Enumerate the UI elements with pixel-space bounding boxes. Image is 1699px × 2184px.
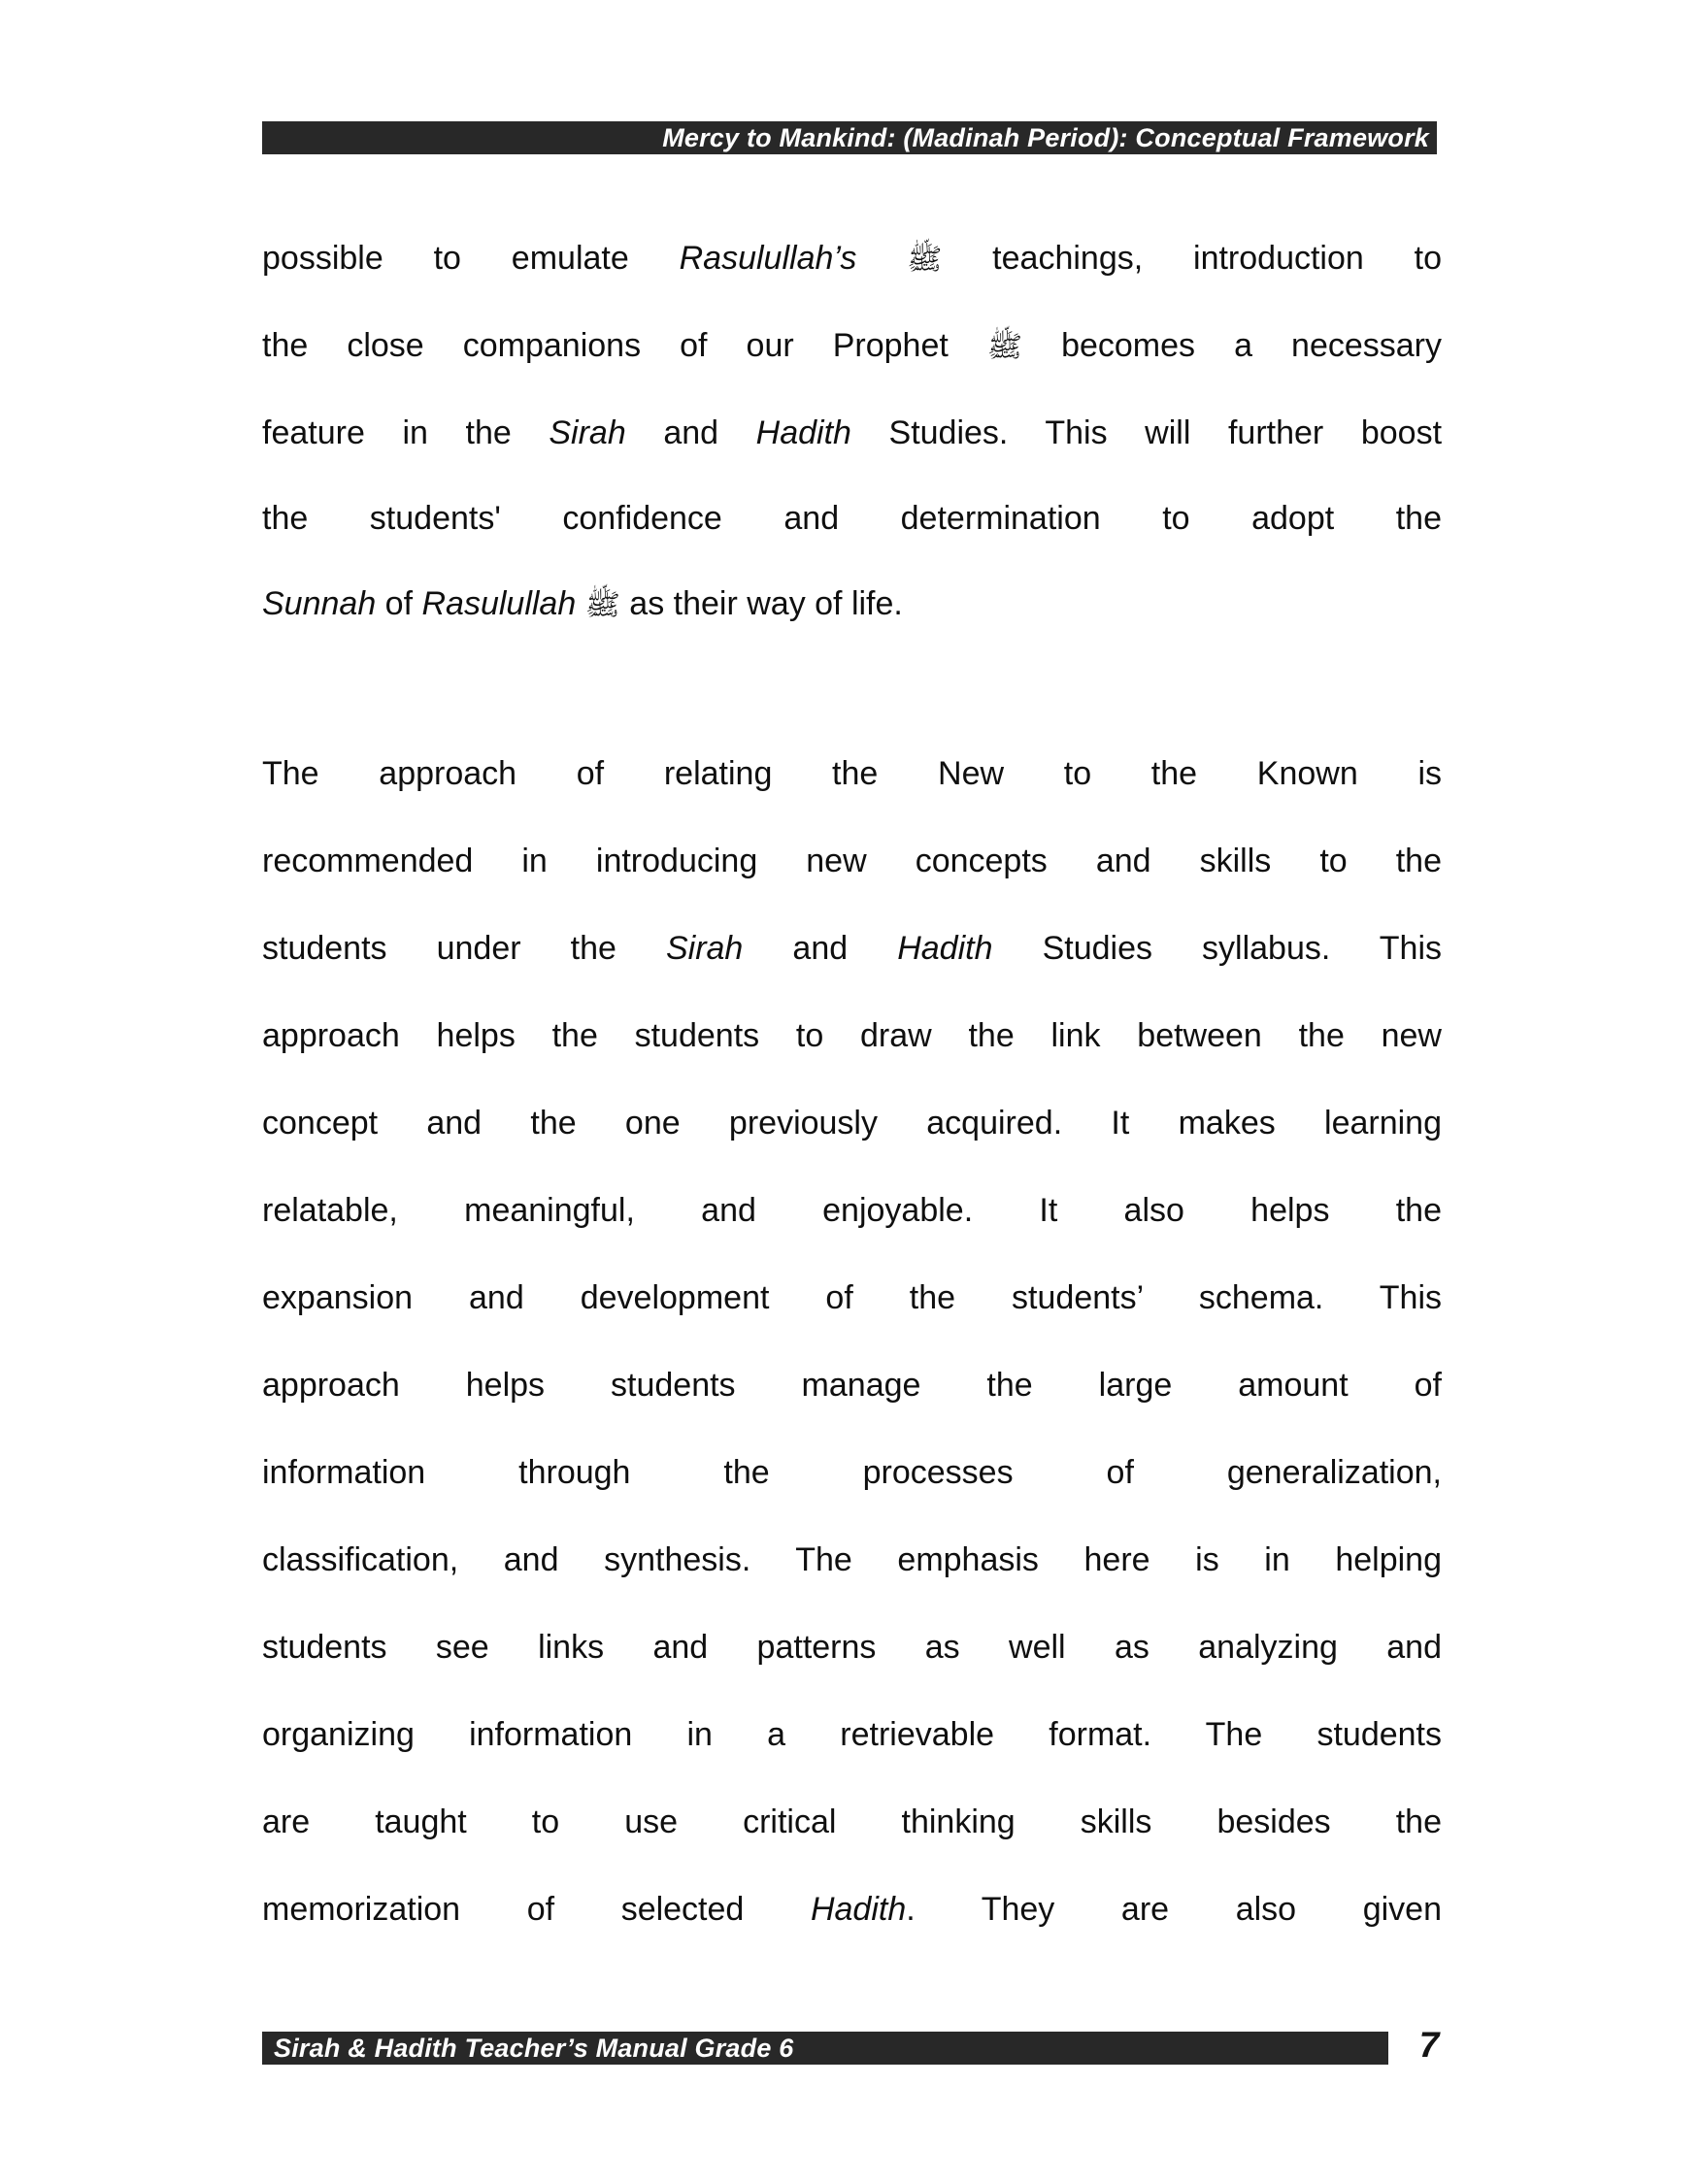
header-title: Mercy to Mankind: (Madinah Period): Conceptual Framework xyxy=(662,122,1429,152)
text-segment: are taught to use critical thinking skills besides the xyxy=(262,1803,1442,1840)
italic-term: Hadith xyxy=(810,1891,907,1928)
text-segment: recommended in introducing new concepts and skills to the xyxy=(262,843,1442,879)
text-line xyxy=(262,215,1442,303)
text-line xyxy=(262,1691,1442,1778)
text-line xyxy=(262,730,1442,817)
text-line xyxy=(262,1167,1442,1254)
pbuh-symbol-icon: ﷺ xyxy=(907,243,943,277)
text-segment: The approach of relating the New to the Known is xyxy=(262,755,1442,792)
text-line xyxy=(262,1516,1442,1604)
text-segment: feature in the xyxy=(262,414,550,451)
text-segment xyxy=(576,585,584,622)
text-line xyxy=(262,303,1442,390)
footer-bar xyxy=(262,2032,1388,2065)
italic-term: Sirah xyxy=(549,414,626,451)
page-number: 7 xyxy=(1418,2025,1440,2065)
text-segment: the students' confidence and determination to adopt the xyxy=(262,500,1442,537)
text-segment: concept and the one previously acquired. It makes learning xyxy=(262,1105,1442,1142)
text-segment: memorization of selected xyxy=(262,1891,811,1928)
text-segment: students see links and patterns as well as analyzing and xyxy=(262,1629,1442,1666)
text-line xyxy=(262,1341,1442,1429)
text-segment: teachings, introduction to xyxy=(942,240,1443,277)
text-line xyxy=(262,1254,1442,1341)
text-line xyxy=(262,476,1442,561)
text-segment: Studies. This will further boost xyxy=(850,414,1443,451)
text-segment: possible to emulate xyxy=(262,240,680,277)
text-segment: expansion and development of the students’ schema. This xyxy=(262,1279,1442,1316)
text-segment: the close companions of our Prophet xyxy=(262,327,987,364)
text-segment: as their way of life. xyxy=(619,585,903,622)
body-paragraph-1 xyxy=(262,215,1442,648)
text-line xyxy=(262,817,1442,905)
footer-title: Sirah & Hadith Teacher’s Manual Grade 6 xyxy=(274,2033,794,2063)
text-segment: Studies syllabus. This xyxy=(992,930,1443,967)
text-segment: students under the xyxy=(262,930,666,967)
italic-term: Sunnah xyxy=(262,585,377,622)
text-segment: becomes a necessary xyxy=(1022,327,1442,364)
text-line xyxy=(262,1866,1442,1953)
text-line xyxy=(262,992,1442,1079)
text-line xyxy=(262,1079,1442,1167)
italic-term: Rasulullah xyxy=(421,585,577,622)
italic-term: Hadith xyxy=(897,930,993,967)
text-segment: and xyxy=(743,930,898,967)
text-segment: information through the processes of generalization, xyxy=(262,1454,1442,1491)
header-bar xyxy=(262,121,1437,154)
pbuh-symbol-icon: ﷺ xyxy=(584,588,620,622)
text-line xyxy=(262,561,1442,648)
text-line xyxy=(262,1429,1442,1516)
text-segment: approach helps the students to draw the link between the new xyxy=(262,1017,1442,1054)
italic-term: Sirah xyxy=(665,930,744,967)
italic-term: Hadith xyxy=(755,414,851,451)
text-segment: of xyxy=(376,585,422,622)
text-line xyxy=(262,1604,1442,1691)
text-segment: organizing information in a retrievable format. The students xyxy=(262,1716,1442,1753)
pbuh-symbol-icon: ﷺ xyxy=(986,330,1023,364)
text-line xyxy=(262,905,1442,992)
text-segment: . They are also given xyxy=(906,1891,1442,1928)
text-segment: relatable, meaningful, and enjoyable. It also helps the xyxy=(262,1192,1442,1229)
italic-term: Rasulullah’s xyxy=(679,240,908,277)
body-paragraph-2 xyxy=(262,730,1442,1953)
text-line xyxy=(262,390,1442,476)
text-segment: and xyxy=(625,414,756,451)
text-segment: approach helps students manage the large amount of xyxy=(262,1367,1442,1404)
text-line xyxy=(262,1778,1442,1866)
text-segment: classification, and synthesis. The emphasis here is in helping xyxy=(262,1541,1442,1578)
